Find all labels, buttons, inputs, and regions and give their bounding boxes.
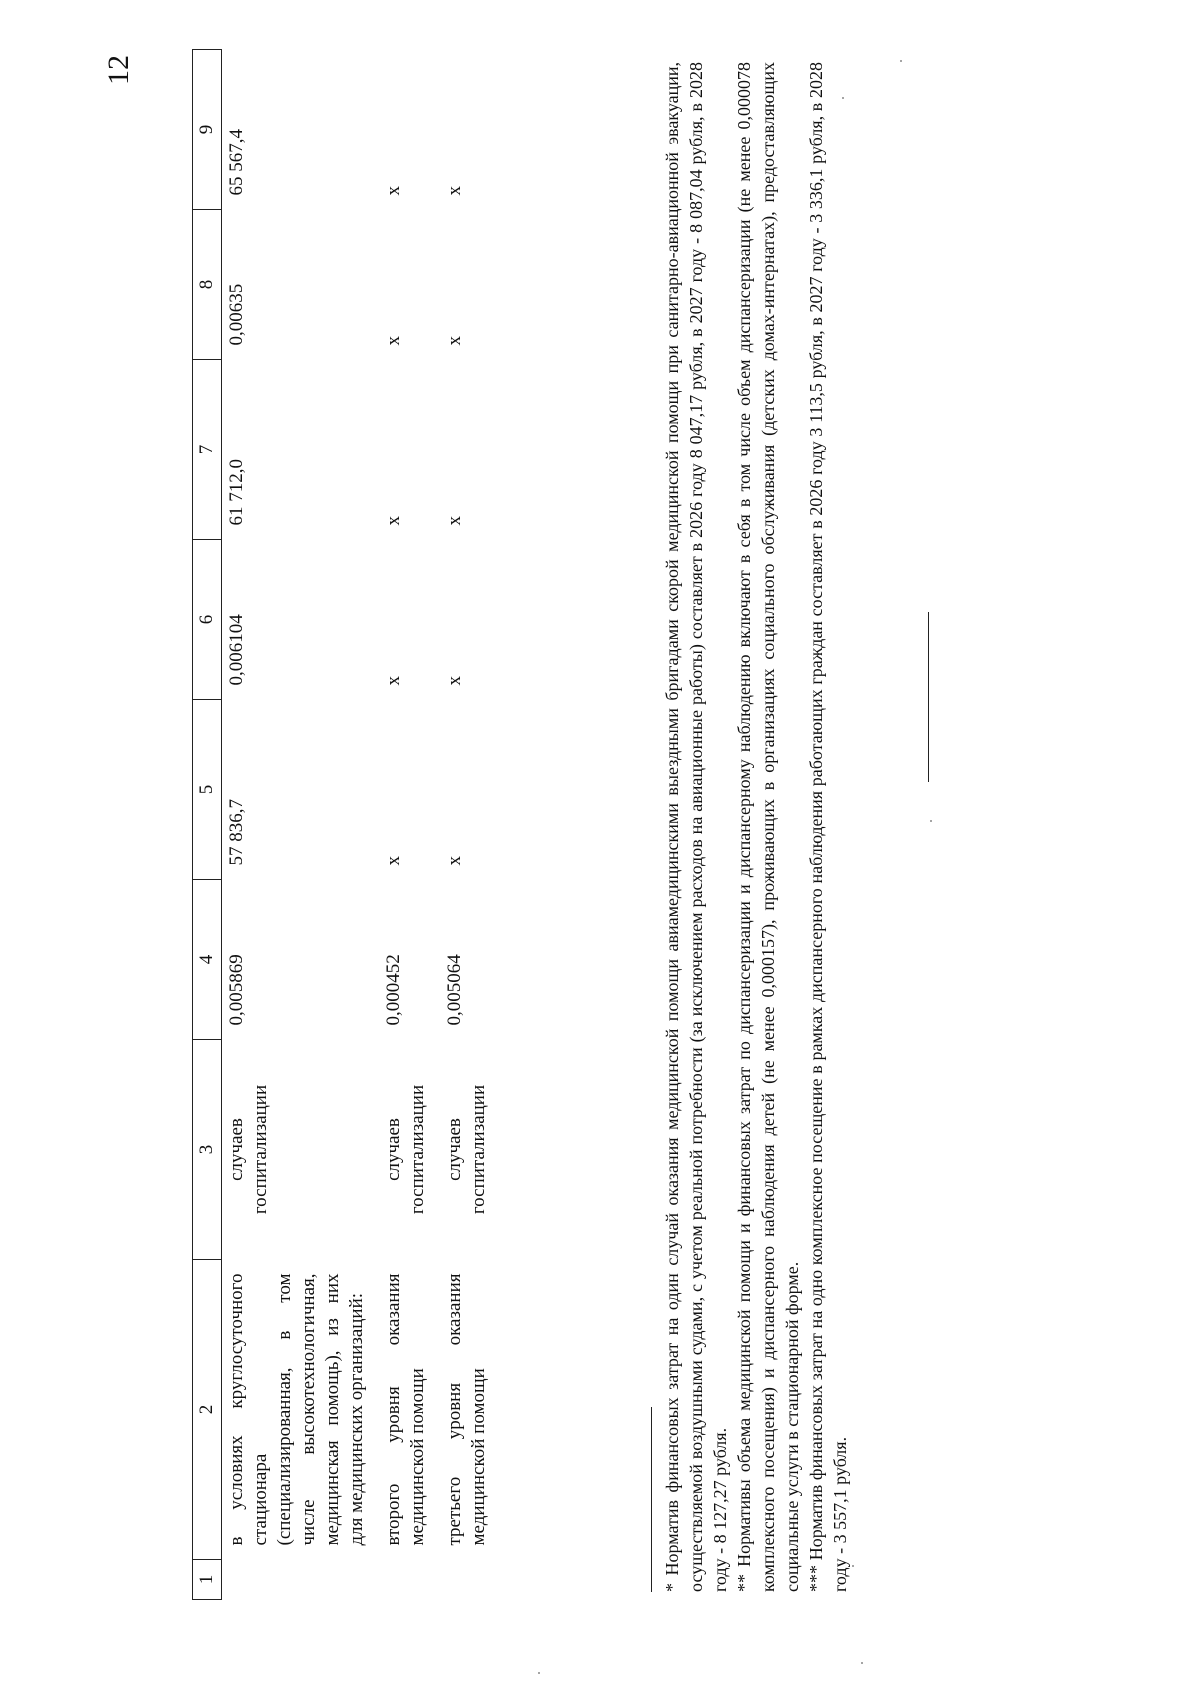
value-cell: 61 712,0 [226, 459, 247, 526]
row-number-cell [440, 1560, 501, 1600]
value-cell: x [444, 676, 465, 686]
column-number: 9 [193, 50, 222, 210]
value-cell: x [444, 336, 465, 346]
unit-cell: случаев госпитализации [444, 1084, 489, 1215]
rotated-page-content [192, 50, 850, 1600]
scan-speck [900, 60, 902, 62]
scan-speck [861, 1662, 863, 1664]
value-cell: x [444, 186, 465, 196]
scan-speck [852, 1565, 854, 1567]
care-type-cell: в условиях круглосуточного стационара (специализированная, в том числе высокотехнологичная, медицинская помощь), из них для медицинских организаций: [226, 1273, 367, 1546]
footnote-3: *** Норматив финансовых затрат на одно комплексное посещение в рамках диспансерного наблюдения работающих граждан составляет в 2026 году 3 113,5 рубля, в 2027 году - 3 336,1 рубля, в 2028 году - 3 557,1 рубля. [806, 62, 850, 1592]
value-cell: x [444, 516, 465, 526]
row-number-cell [222, 1560, 380, 1600]
value-cell: x [383, 516, 404, 526]
footnotes [651, 62, 929, 1600]
value-cell: 65 567,4 [226, 129, 247, 196]
footnote-separator [651, 1407, 652, 1592]
value-cell: 0,00635 [226, 283, 247, 346]
value-cell: 0,006104 [226, 614, 247, 686]
care-type-cell: второго уровня оказания медицинской помощи [383, 1273, 428, 1546]
scan-speck [538, 1672, 540, 1674]
scan-speck [930, 820, 932, 822]
value-cell: 57 836,7 [226, 799, 247, 866]
column-number: 6 [193, 540, 222, 700]
column-number: 2 [193, 1260, 222, 1560]
value-cell: 0,000452 [383, 954, 404, 1026]
value-cell: 0,005869 [226, 954, 247, 1026]
unit-cell: случаев госпитализации [383, 1084, 428, 1215]
footnote-1: * Норматив финансовых затрат на один случай оказания медицинской помощи авиамедицинскими выездными бригадами скорой медицинской помощи при санитарно-авиационной эвакуации, осуществляемой воздушными судами, с учетом реальной потребности (за исключением расходов на авиационные работы) составляет в 2026 году 8 047,17 рубля, в 2027 году - 8 087,04 рубля, в 2028 году - 8 127,27 рубля. [662, 62, 730, 1592]
column-number: 7 [193, 360, 222, 540]
row-number-cell [379, 1560, 440, 1600]
column-number-row [193, 50, 222, 1600]
care-type-cell: третьего уровня оказания медицинской помощи [444, 1273, 489, 1546]
table-row [222, 50, 380, 1600]
value-cell: 0,005064 [444, 954, 465, 1026]
footnote-2: ** Нормативы объема медицинской помощи и финансовых затрат по диспансеризации и диспансерному наблюдению включают в себя в том числе объем диспансеризации (не менее 0,000078 комплексного посещения) и диспансерного наблюдения детей (не менее 0,000157), проживающих в организациях социального обслуживания (детских домах-интернатах), предоставляющих социальные услуги в стационарной форме. [734, 62, 802, 1592]
value-cell: x [383, 186, 404, 196]
column-number: 3 [193, 1040, 222, 1260]
column-number: 5 [193, 700, 222, 880]
table-row [379, 50, 440, 1600]
end-rule [928, 612, 929, 782]
normatives-table [192, 49, 501, 1600]
value-cell: x [383, 676, 404, 686]
column-number: 4 [193, 880, 222, 1040]
column-number: 1 [193, 1560, 222, 1600]
table-row [440, 50, 501, 1600]
unit-cell: случаев госпитализации [226, 1084, 271, 1215]
column-number: 8 [193, 210, 222, 360]
scan-speck [842, 97, 844, 99]
value-cell: x [383, 856, 404, 866]
value-cell: x [383, 336, 404, 346]
page-number: 12 [102, 55, 135, 85]
value-cell: x [444, 856, 465, 866]
